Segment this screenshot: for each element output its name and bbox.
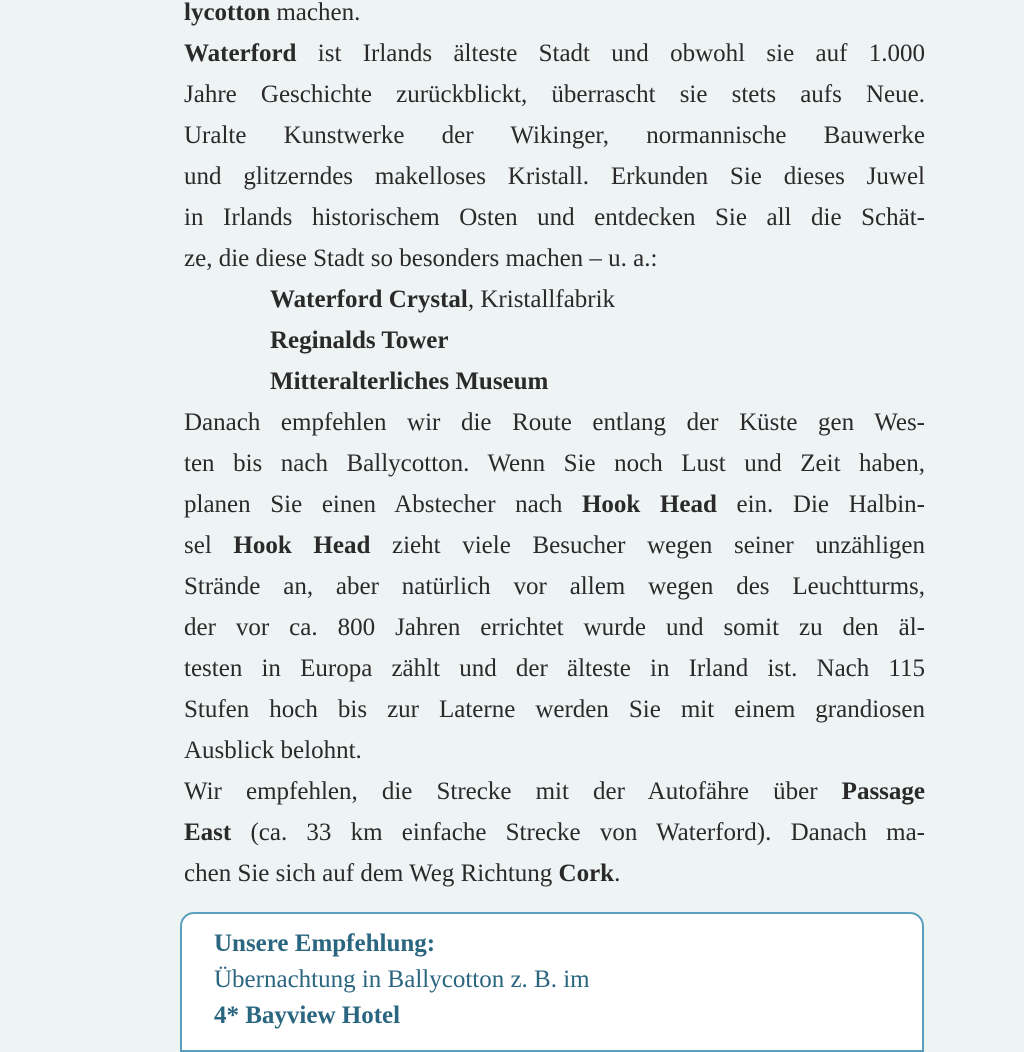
bold-term-cork: Cork — [558, 860, 615, 887]
recommendation-hotel: 4* Bayview Hotel — [214, 1002, 401, 1029]
bold-term-hook-head: Hook Head — [233, 532, 371, 559]
bold-term-hook-head: Hook Head — [581, 491, 717, 518]
bold-term-passage: Passage — [841, 778, 925, 805]
list-item: Mitteralterliches Museum — [270, 368, 549, 395]
paragraph-waterford: Waterford ist Irlands älteste Stadt und obwohl sie auf 1.000 Jahre Geschichte zurückblickt, überrascht sie stets aufs Neue. Uralte Kunstwerke der Wikinger, normannische Bauwerke und glitzerndes makelloses Kristall. Erkunden Sie dieses Juwel in Irlands historischem Osten und entdecken Sie all die Schät- ze, die diese Stadt so besonders machen – u. a.: — [184, 40, 925, 272]
paragraph-route: Danach empfehlen wir die Route entlang der Küste gen Wes- ten bis nach Ballycotton. Wenn Sie noch Lust und Zeit haben, planen Sie einen Abstecher nach Hook Head ein. Die Halbin- sel Hook Head zieht viele Besucher wegen seiner unzähligen Strände an, aber natürlich vor allem wegen des Leuchtturms, der vor ca. 800 Jahren errichtet wurde und somit zu den äl- testen in Europa zählt und der älteste in Irland ist. Nach 115 Stufen hoch bis zur Laterne werden Sie mit einem grandiosen Ausblick belohnt. — [184, 409, 925, 764]
list-item: Reginalds Tower — [270, 327, 449, 354]
list-item: Waterford Crystal, Kristallfabrik — [270, 286, 616, 313]
bold-term: lycotton — [184, 0, 271, 26]
sights-list — [184, 279, 925, 402]
paragraph-ferry: Wir empfehlen, die Strecke mit der Autofähre über Passage East (ca. 33 km einfache Strecke von Waterford). Danach ma- chen Sie sich auf dem Weg Richtung Cork. — [184, 778, 925, 887]
recommendation-title: Unsere Empfehlung: — [214, 930, 436, 957]
bold-term-waterford: Waterford — [184, 40, 297, 67]
recommendation-box — [180, 912, 924, 1052]
recommendation-text: Übernachtung in Ballycotton z. B. im — [214, 966, 590, 993]
recommendation-content — [214, 926, 902, 1034]
paragraph-intro-tail: lycotton machen. — [184, 0, 361, 26]
body-text-column — [184, 0, 925, 894]
bold-term-east: East — [184, 819, 232, 846]
